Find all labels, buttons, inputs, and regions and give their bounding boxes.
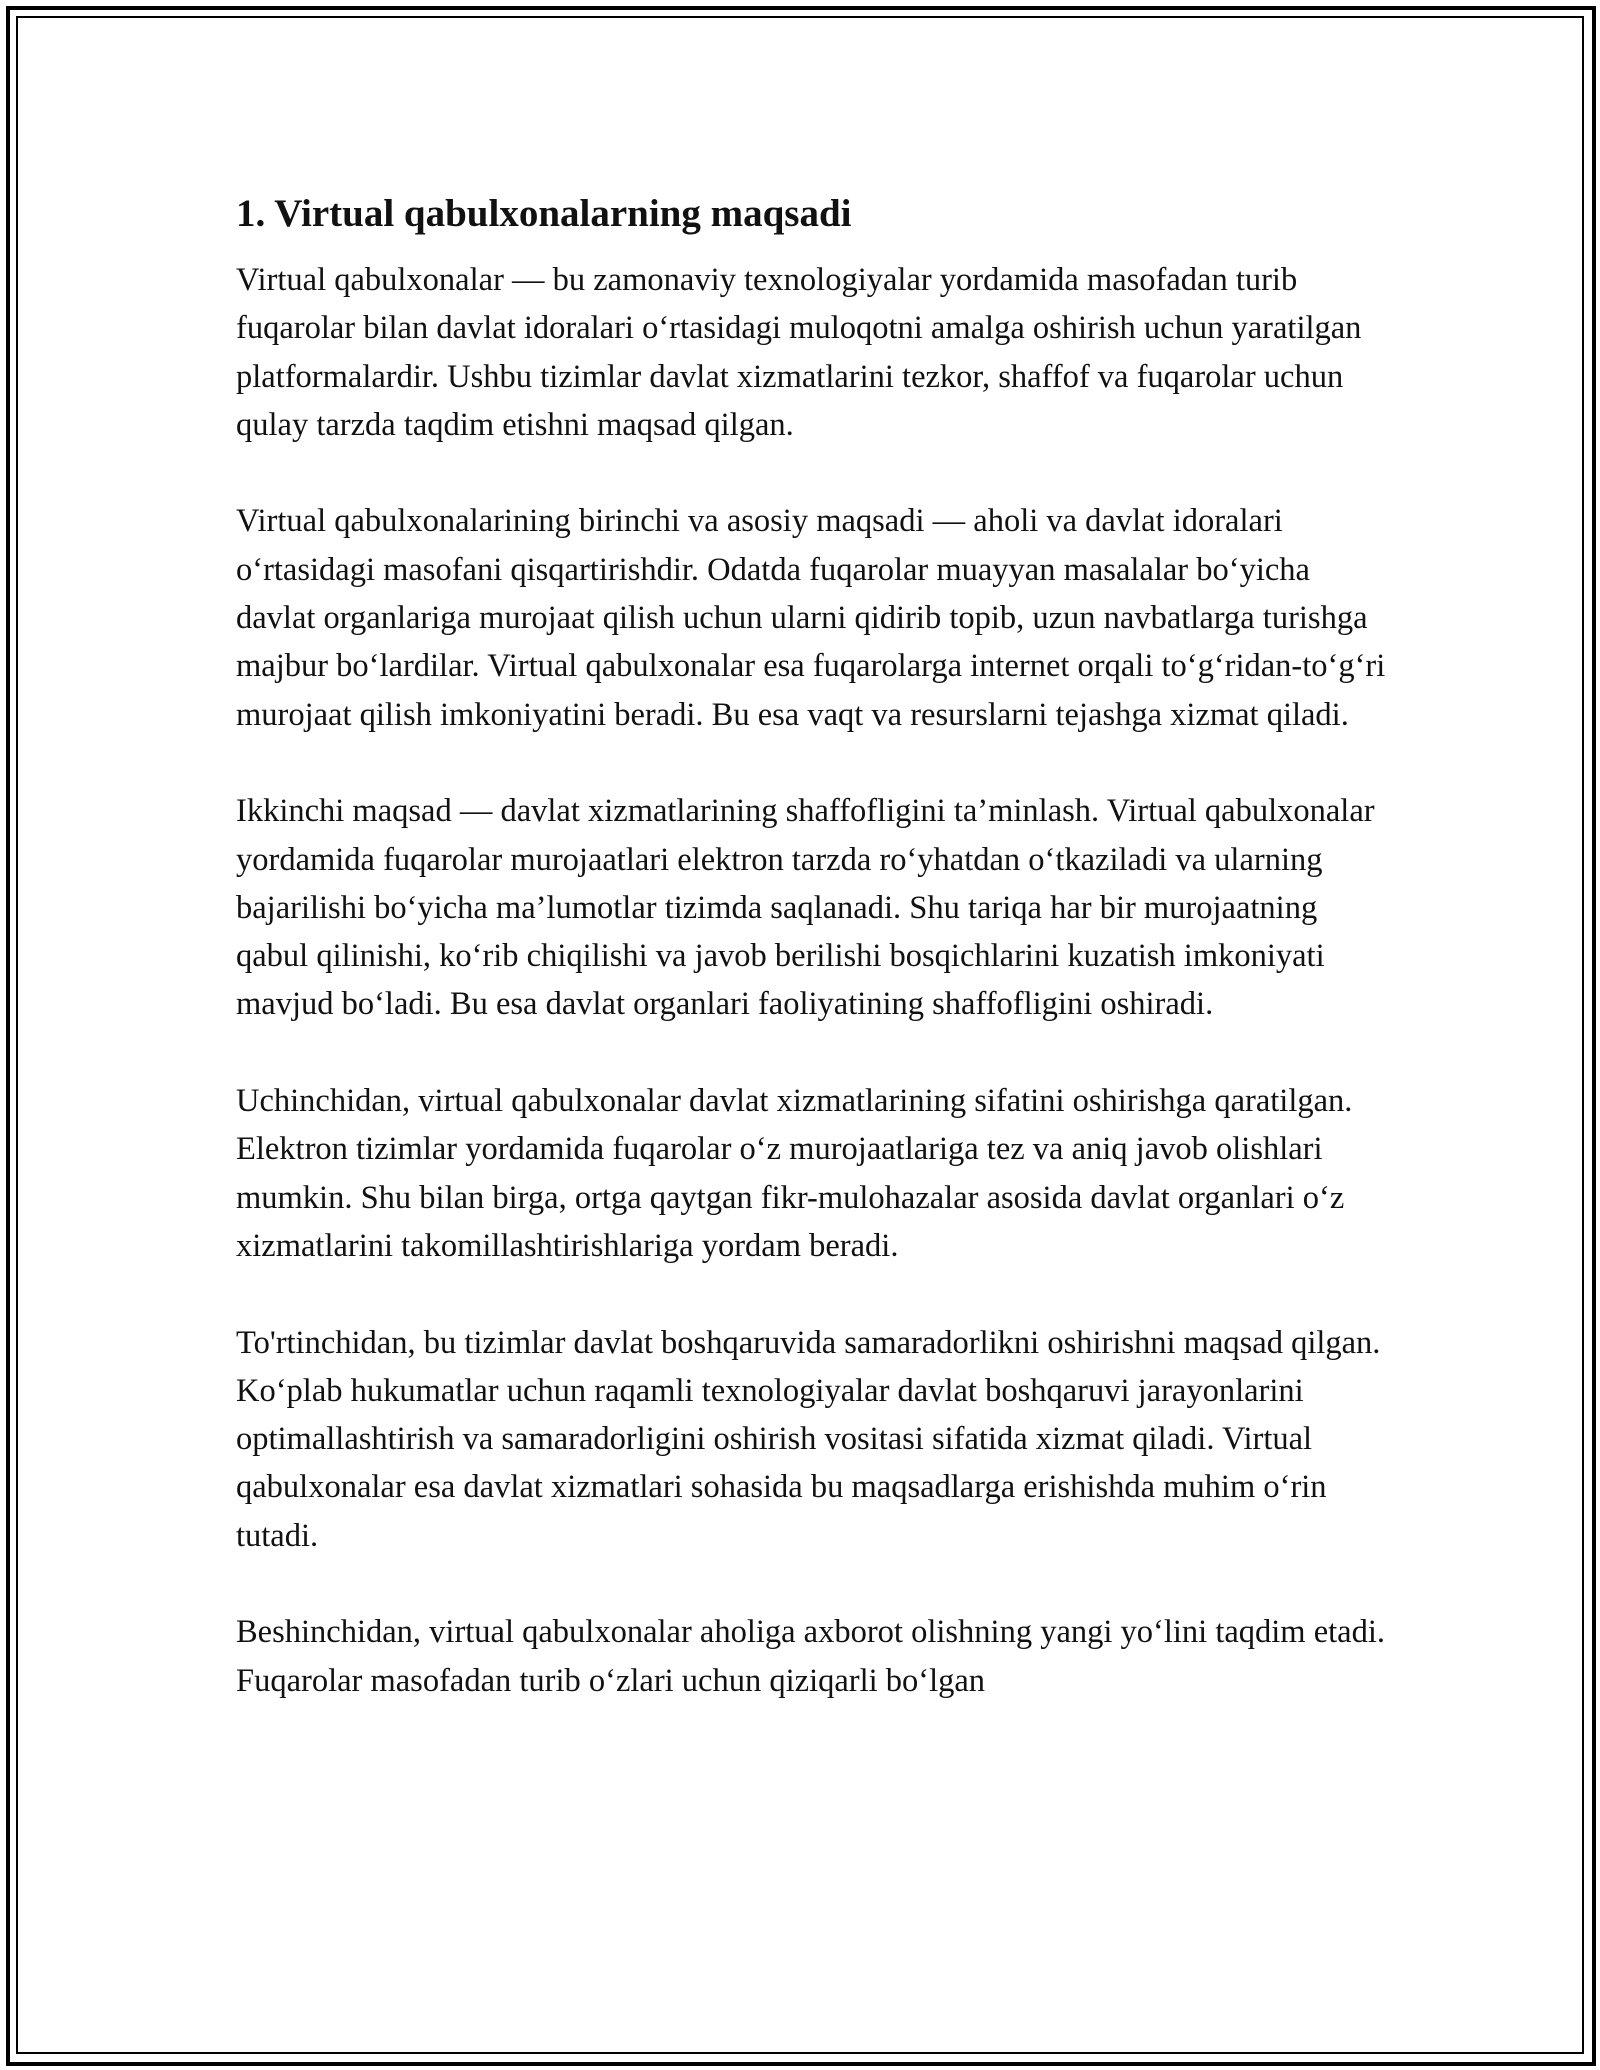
paragraph-fifth-goal: Beshinchidan, virtual qabulxonalar aholiga axborot olishning yangi yo‘lini taqdim etadi. Fuqarolar masofadan turib o‘zlari uchun qiziqarli bo‘lgan xyxy=(236,1614,1385,1699)
paragraph-third-goal: Uchinchidan, virtual qabulxonalar davlat xizmatlarining sifatini oshirishga qaratilgan. Elektron tizimlar yordamida fuqarolar o‘z murojaatlariga tez va aniq javob olishlari mumkin. Shu bilan birga, ortga qaytgan fikr-mulohazalar asosida davlat organlari o‘z xizmatlarini takomillashtirishlariga yordam beradi. xyxy=(236,1083,1353,1264)
paragraph-first-goal: Virtual qabulxonalarining birinchi va asosiy maqsadi — aholi va davlat idoralari o‘rtasidagi masofani qisqartirishdir. Odatda fuqarolar muayyan masalalar bo‘yicha davlat organlariga murojaat qilish uchun ularni qidirib topib, uzun navbatlarga turishga majbur bo‘lardilar. Virtual qabulxonalar esa fuqarolarga internet orqali to‘g‘ridan-to‘g‘ri murojaat qilish imkoniyatini beradi. Bu esa vaqt va resurslarni tejashga xizmat qiladi. xyxy=(236,503,1386,733)
document-body xyxy=(236,186,1386,1705)
paragraph-second-goal: Ikkinchi maqsad — davlat xizmatlarining shaffofligini ta’minlash. Virtual qabulxonalar yordamida fuqarolar murojaatlari elektron tarzda ro‘yhatdan o‘tkaziladi va ularning bajarilishi bo‘yicha ma’lumotlar tizimda saqlanadi. Shu tariqa har bir murojaatning qabul qilinishi, ko‘rib chiqilishi va javob berilishi bosqichlarini kuzatish imkoniyati mavjud bo‘ladi. Bu esa davlat organlari faoliyatining shaffofligini oshiradi. xyxy=(236,793,1375,1023)
paragraph-intro: Virtual qabulxonalar — bu zamonaviy texnologiyalar yordamida masofadan turib fuqarolar bilan davlat idoralari o‘rtasidagi muloqotni amalga oshirish uchun yaratilgan platformalardir. Ushbu tizimlar davlat xizmatlarini tezkor, shaffof va fuqarolar uchun qulay tarzda taqdim etishni maqsad qilgan. xyxy=(236,262,1362,443)
section-heading: 1. Virtual qabulxonalarning maqsadi xyxy=(236,192,852,235)
paragraph-fourth-goal: To'rtinchidan, bu tizimlar davlat boshqaruvida samaradorlikni oshirishni maqsad qilgan. Ko‘plab hukumatlar uchun raqamli texnologiyalar davlat boshqaruvi jarayonlarini optimallashtirish va samaradorligini oshirish vositasi sifatida xizmat qiladi. Virtual qabulxonalar esa davlat xizmatlari sohasida bu maqsadlarga erishishda muhim o‘rin tutadi. xyxy=(236,1324,1381,1554)
